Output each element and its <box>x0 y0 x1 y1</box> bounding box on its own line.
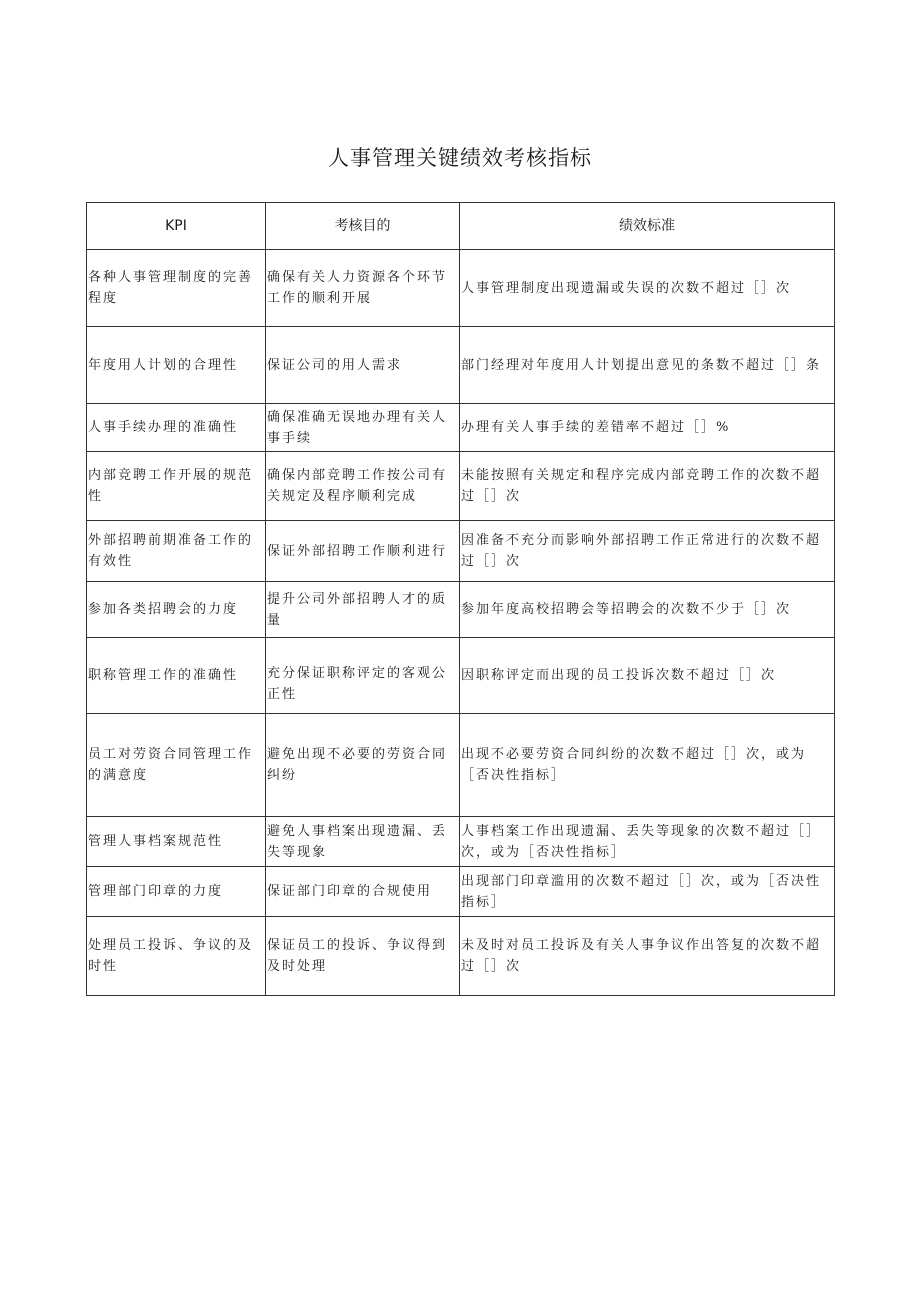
kpi-cell: 职称管理工作的准确性 <box>87 638 266 714</box>
table-row <box>87 917 835 996</box>
standard-cell: 未及时对员工投诉及有关人事争议作出答复的次数不超过［］次 <box>460 917 835 996</box>
goal-cell: 保证员工的投诉、争议得到及时处理 <box>266 917 460 996</box>
goal-cell: 避免出现不必要的劳资合同纠纷 <box>266 714 460 817</box>
table-row <box>87 867 835 917</box>
table-header-row <box>87 203 835 250</box>
goal-cell: 保证公司的用人需求 <box>266 327 460 404</box>
kpi-cell: 内部竞聘工作开展的规范性 <box>87 452 266 521</box>
kpi-cell: 管理人事档案规范性 <box>87 817 266 867</box>
goal-cell: 确保有关人力资源各个环节工作的顺利开展 <box>266 250 460 327</box>
standard-cell: 出现部门印章滥用的次数不超过［］次，或为［否决性指标］ <box>460 867 835 917</box>
kpi-cell: 参加各类招聘会的力度 <box>87 582 266 638</box>
standard-cell: 人事档案工作出现遗漏、丢失等现象的次数不超过［］次，或为［否决性指标］ <box>460 817 835 867</box>
standard-cell: 出现不必要劳资合同纠纷的次数不超过［］次，或为［否决性指标］ <box>460 714 835 817</box>
kpi-table <box>86 202 835 996</box>
table-row <box>87 714 835 817</box>
kpi-cell: 人事手续办理的准确性 <box>87 404 266 452</box>
standard-cell: 因职称评定而出现的员工投诉次数不超过［］次 <box>460 638 835 714</box>
header-kpi: KPI <box>87 203 266 250</box>
table-row <box>87 582 835 638</box>
table-row <box>87 521 835 582</box>
kpi-cell: 年度用人计划的合理性 <box>87 327 266 404</box>
table-row <box>87 817 835 867</box>
header-goal: 考核目的 <box>266 203 460 250</box>
goal-cell: 保证外部招聘工作顺利进行 <box>266 521 460 582</box>
standard-cell: 办理有关人事手续的差错率不超过［］% <box>460 404 835 452</box>
table-row <box>87 452 835 521</box>
page-title: 人事管理关键绩效考核指标 <box>328 146 592 170</box>
table-row <box>87 250 835 327</box>
table-row <box>87 404 835 452</box>
goal-cell: 确保准确无误地办理有关人事手续 <box>266 404 460 452</box>
kpi-cell: 外部招聘前期准备工作的有效性 <box>87 521 266 582</box>
goal-cell: 避免人事档案出现遗漏、丢失等现象 <box>266 817 460 867</box>
standard-cell: 因准备不充分而影响外部招聘工作正常进行的次数不超过［］次 <box>460 521 835 582</box>
kpi-cell: 员工对劳资合同管理工作的满意度 <box>87 714 266 817</box>
table-row <box>87 327 835 404</box>
kpi-cell: 各种人事管理制度的完善程度 <box>87 250 266 327</box>
kpi-cell: 管理部门印章的力度 <box>87 867 266 917</box>
standard-cell: 部门经理对年度用人计划提出意见的条数不超过［］条 <box>460 327 835 404</box>
goal-cell: 确保内部竞聘工作按公司有关规定及程序顺利完成 <box>266 452 460 521</box>
goal-cell: 保证部门印章的合规使用 <box>266 867 460 917</box>
standard-cell: 人事管理制度出现遗漏或失误的次数不超过［］次 <box>460 250 835 327</box>
standard-cell: 未能按照有关规定和程序完成内部竞聘工作的次数不超过［］次 <box>460 452 835 521</box>
table-row <box>87 638 835 714</box>
kpi-cell: 处理员工投诉、争议的及时性 <box>87 917 266 996</box>
standard-cell: 参加年度高校招聘会等招聘会的次数不少于［］次 <box>460 582 835 638</box>
goal-cell: 提升公司外部招聘人才的质量 <box>266 582 460 638</box>
goal-cell: 充分保证职称评定的客观公正性 <box>266 638 460 714</box>
header-standard: 绩效标准 <box>460 203 835 250</box>
